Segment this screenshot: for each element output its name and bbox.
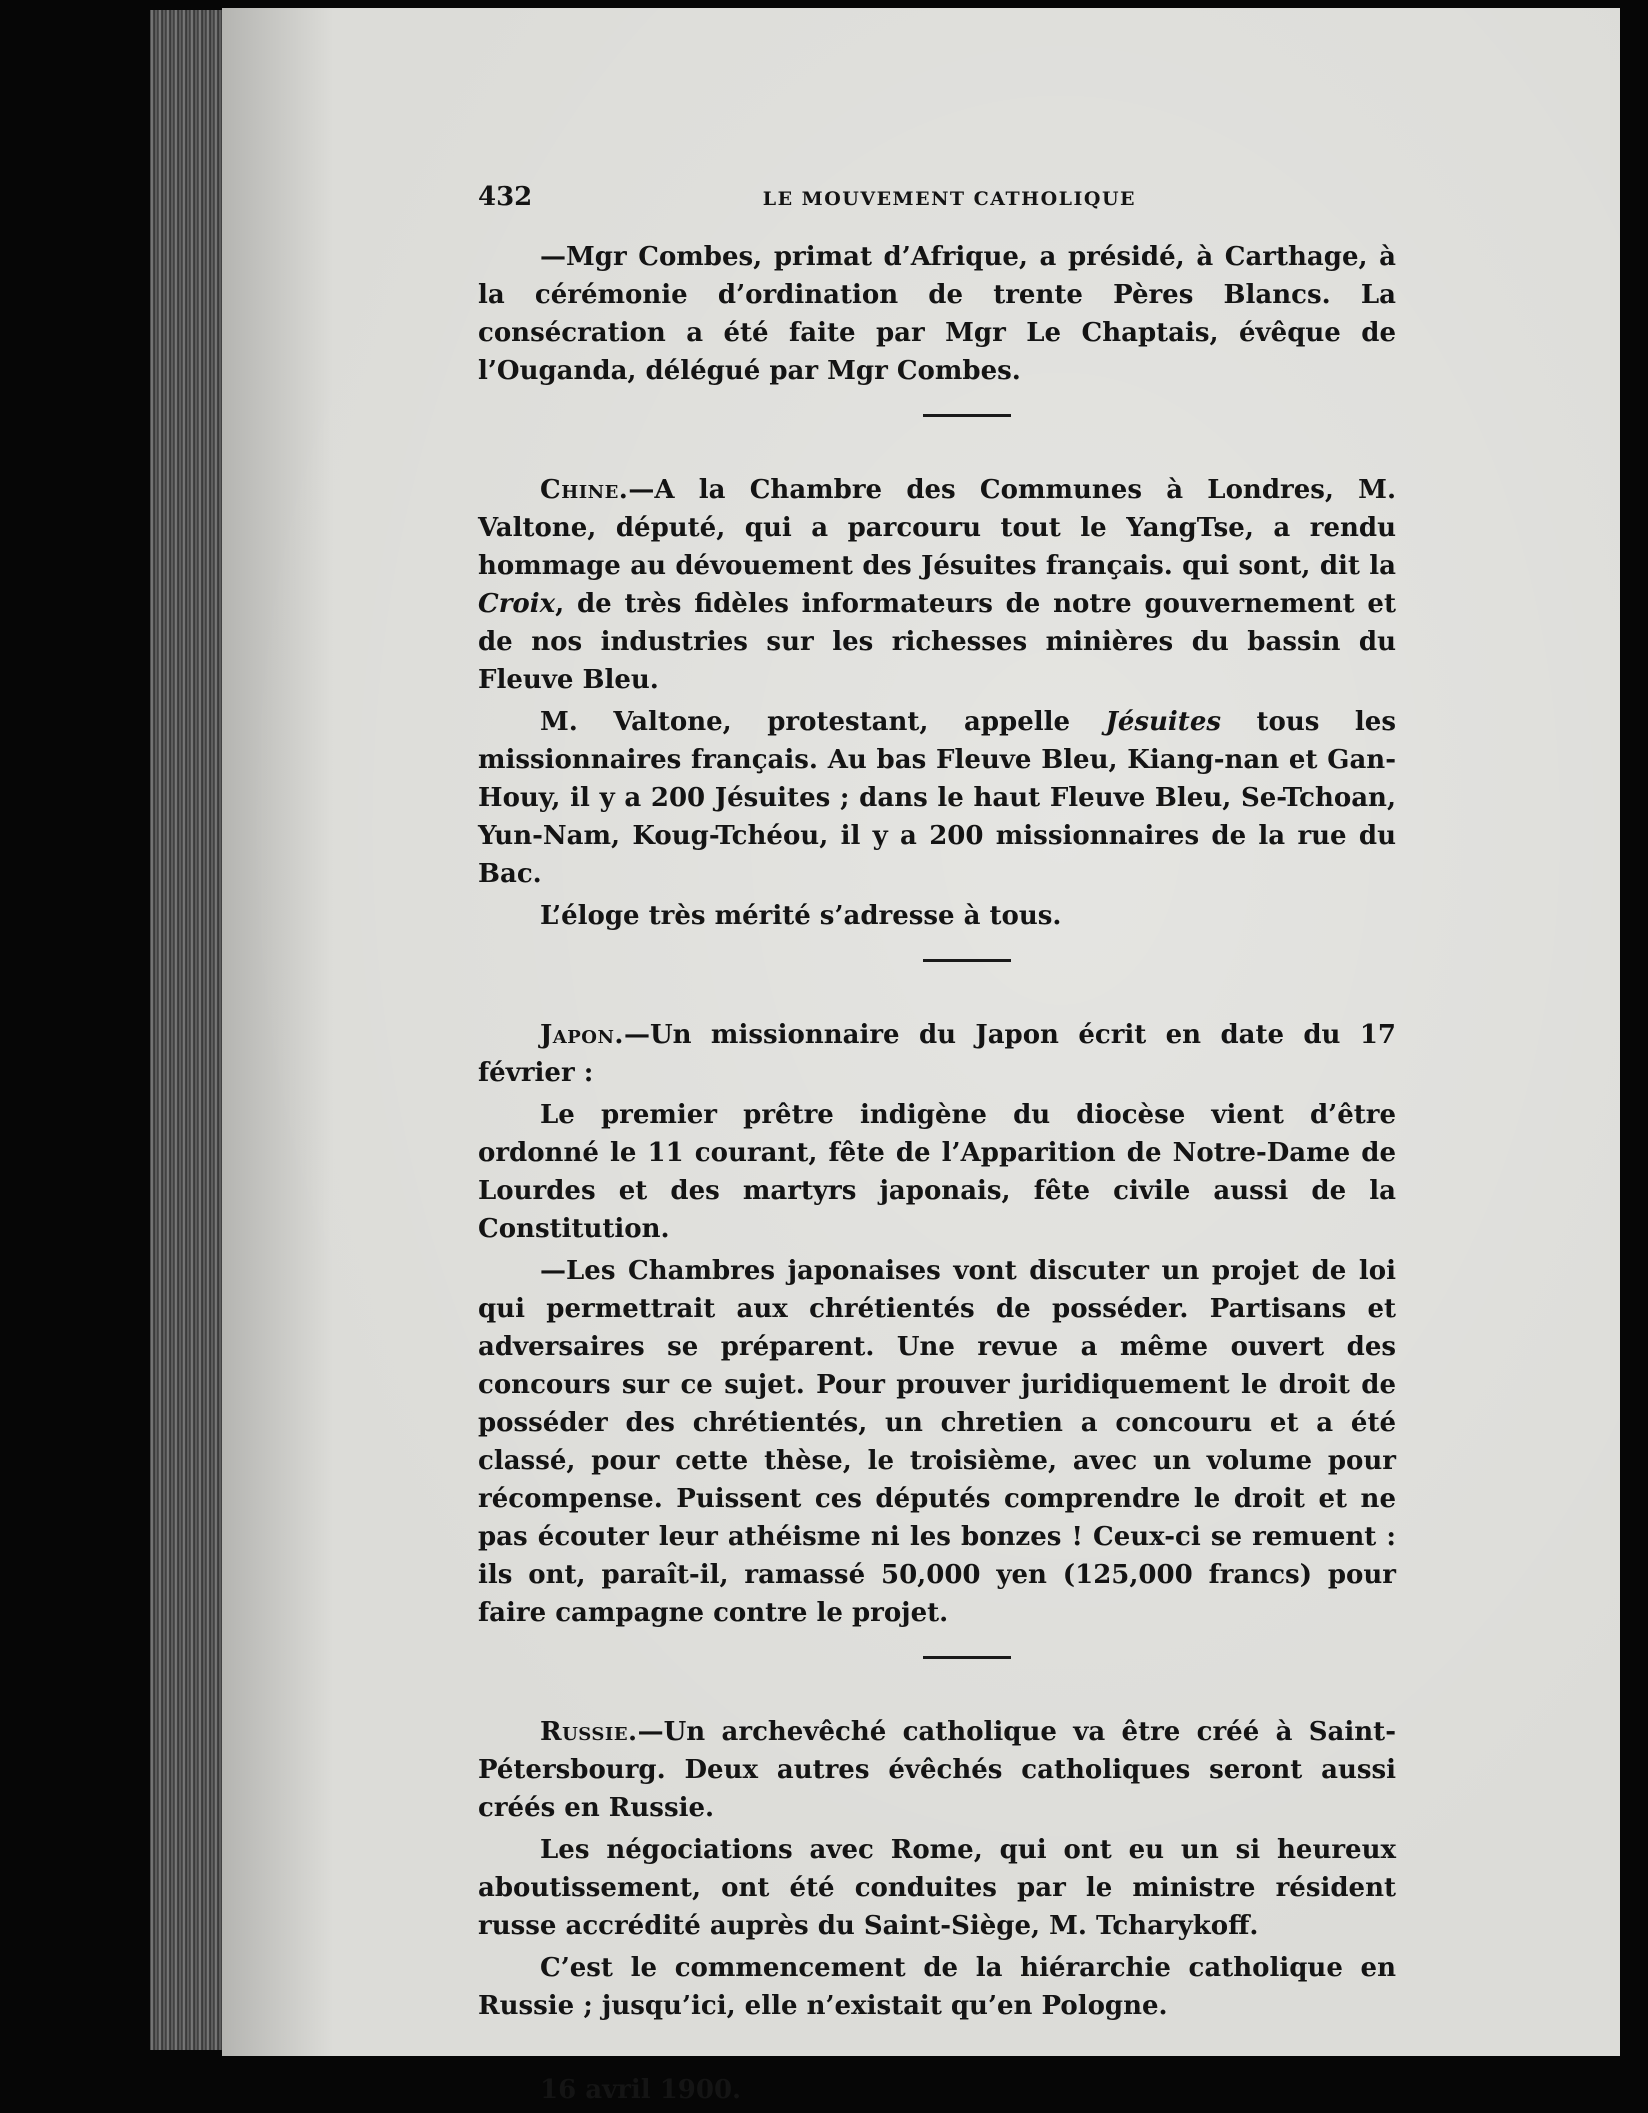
section-label-russie: Russie. xyxy=(540,1717,638,1747)
section-label-chine: Chine. xyxy=(540,475,629,505)
paragraph-text: —Un missionnaire du Japon écrit en date du 17 février : xyxy=(478,1020,1396,1088)
section-separator xyxy=(923,1656,1011,1659)
section-separator xyxy=(923,414,1011,417)
paragraph-chine-2 xyxy=(478,703,1396,893)
running-title: LE MOUVEMENT CATHOLIQUE xyxy=(762,188,1136,210)
italic-word: Jésuites xyxy=(1105,707,1221,737)
page-text xyxy=(478,168,1396,2113)
italic-word: Croix xyxy=(478,589,556,619)
paragraph-text: —Un archevêché catholique va être créé à Saint-Pétersbourg. Deux autres évêchés catholiques seront aussi créés en Russie. xyxy=(478,1717,1396,1823)
paragraph-japon-1 xyxy=(478,1016,1396,1092)
paragraph-russie-3: C’est le commencement de la hiérarchie catholique en Russie ; jusqu’ici, elle n’existait qu’en Pologne. xyxy=(478,1953,1396,2021)
paragraph-text: tous les missionnaires français. Au bas Fleuve Bleu, Kiang-nan et Gan-Houy, il y a 200 Jésuites ; dans le haut Fleuve Bleu, Se-Tchoan, Yun-Nam, Koug-Tchéou, il y a 200 missionnaires de la rue du Bac. xyxy=(478,707,1396,889)
paragraph-text: —A la Chambre des Communes à Londres, M. Valtone, député, qui a parcouru tout le YangTse, a rendu hommage au dévouement des Jésuites français. qui sont, dit la xyxy=(478,475,1396,581)
section-separator xyxy=(923,959,1011,962)
running-head xyxy=(478,178,1396,218)
paragraph-combes: —Mgr Combes, primat d’Afrique, a présidé, à Carthage, à la cérémonie d’ordination de trente Pères Blancs. La consécration a été faite par Mgr Le Chaptais, évêque de l’Ouganda, délégué par Mgr Combes. xyxy=(478,242,1396,386)
date-line: 16 avril 1900. xyxy=(540,2075,742,2105)
paragraph-japon-3: —Les Chambres japonaises vont discuter un projet de loi qui permettrait aux chrétientés de posséder. Partisans et adversaires se préparent. Une revue a même ouvert des concours sur ce sujet. Pour prouver juridiquement le droit de posséder des chrétientés, un chretien a concouru et a été classé, pour cette thèse, le troisième, avec un volume pour récompense. Puissent ces députés comprendre le droit et ne pas écouter leur athéisme ni les bonzes ! Ceux-ci se remuent : ils ont, paraît-il, ramassé 50,000 yen (125,000 francs) pour faire campagne contre le projet. xyxy=(478,1256,1396,1628)
section-label-japon: Japon. xyxy=(540,1020,624,1050)
paragraph-russie-1 xyxy=(478,1713,1396,1827)
paragraph-text: M. Valtone, protestant, appelle xyxy=(540,707,1106,737)
paragraph-russie-2: Les négociations avec Rome, qui ont eu un si heureux aboutissement, ont été conduites par le ministre résident russe accrédité auprès du Saint-Siège, M. Tcharykoff. xyxy=(478,1835,1396,1941)
paragraph-text: , de très fidèles informateurs de notre gouvernement et de nos industries sur les richesses minières du bassin du Fleuve Bleu. xyxy=(478,589,1396,695)
book-page-edges xyxy=(150,10,230,2050)
page-number: 432 xyxy=(478,182,533,212)
paragraph-japon-2: Le premier prêtre indigène du diocèse vient d’être ordonné le 11 courant, fête de l’Apparition de Notre-Dame de Lourdes et des martyrs japonais, fête civile aussi de la Constitution. xyxy=(478,1100,1396,1244)
paragraph-chine-1 xyxy=(478,471,1396,699)
paragraph-chine-3: L’éloge très mérité s’adresse à tous. xyxy=(540,901,1062,931)
